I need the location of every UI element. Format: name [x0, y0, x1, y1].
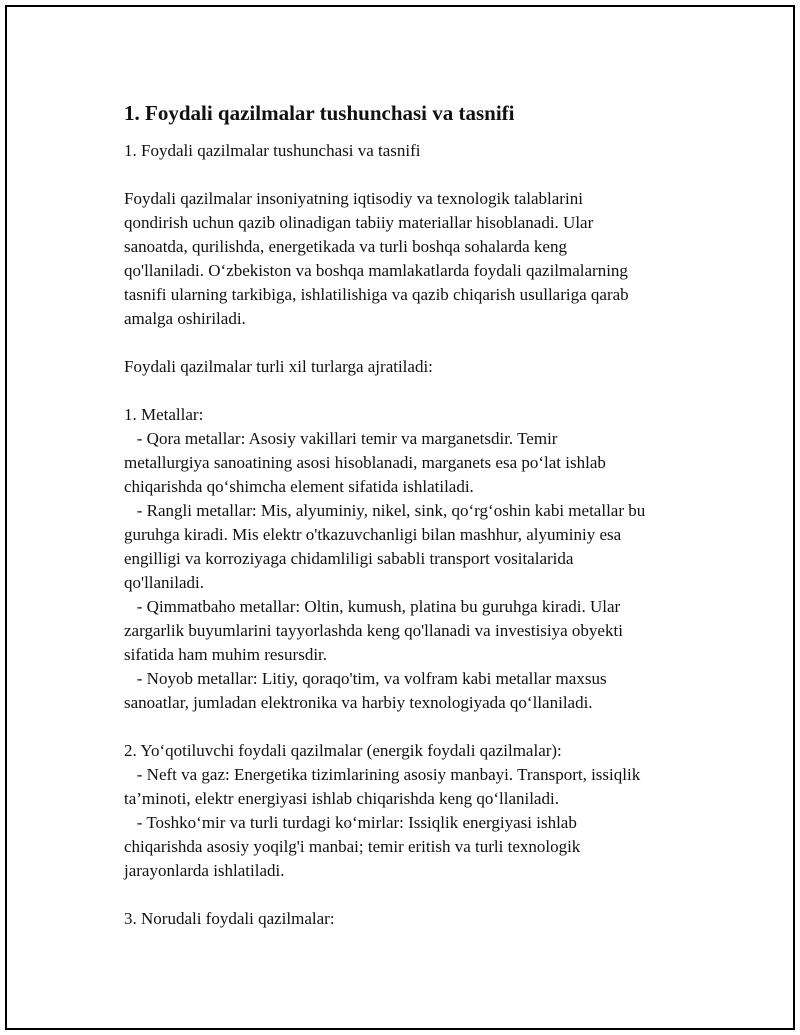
- paragraph-spacer: [124, 331, 699, 355]
- intro-paragraph: Foydali qazilmalar insoniyatning iqtisodiy va texnologik talablarini qondirish uchun qazib olinadigan tabiiy materiallar hisoblanadi. Ular sanoatda, qurilishda, energetikada va turli boshqa sohalarda keng qo'llaniladi. O‘zbekiston va boshqa mamlakatlarda foydali qazilmalarning tasnifi ularning tarkibiga, ishlatilishiga va qazib chiqarish usullariga qarab amalga oshiriladi.: [124, 189, 629, 328]
- types-intro-paragraph: Foydali qazilmalar turli xil turlarga ajratiladi:: [124, 357, 433, 376]
- section-energy-minerals: 2. Yo‘qotiluvchi foydali qazilmalar (energik foydali qazilmalar): - Neft va gaz: Energetika tizimlarining asosiy manbayi. Transport, issiqlik ta’minoti, elektr energiyasi ishlab chiqarishda keng qo‘llaniladi. - Toshko‘mir va turli turdagi ko‘mirlar: Issiqlik energiyasi ishlab chiqarishda asosiy yoqilg'i manbai; temir eritish va turli texnologik jarayonlarda ishlatiladi.: [124, 741, 641, 880]
- document-page: [5, 5, 795, 1030]
- document-heading: 1. Foydali qazilmalar tushunchasi va tasnifi: [124, 101, 515, 125]
- paragraph-spacer: [124, 379, 699, 403]
- paragraph-spacer: [124, 163, 699, 187]
- section-metals: 1. Metallar: - Qora metallar: Asosiy vakillari temir va marganetsdir. Temir metallurgiya sanoatining asosi hisoblanadi, marganets esa po‘lat ishlab chiqarishda qo‘shimcha element sifatida ishlatiladi. - Rangli metallar: Mis, alyuminiy, nikel, sink, qo‘rg‘oshin kabi metallar bu guruhga kiradi. Mis elektr o'tkazuvchanligi bilan mashhur, alyuminiy esa engilligi va korroziyaga chidamliligi sababli transport vositalarida qo'llaniladi. - Qimmatbaho metallar: Oltin, kumush, platina bu guruhga kiradi. Ular zargarlik buyumlarini tayyorlashda keng qo'llanadi va investisiya obyekti sifatida ham muhim resursdir. - Noyob metallar: Litiy, qoraqo'tim, va volfram kabi metallar maxsus sanoatlar, jumladan elektronika va harbiy texnologiyada qo‘llaniladi.: [124, 405, 646, 712]
- paragraph-spacer: [124, 883, 699, 907]
- document-content: [124, 99, 699, 931]
- section-nonmetallic-minerals: 3. Norudali foydali qazilmalar:: [124, 909, 335, 928]
- paragraph-spacer: [124, 715, 699, 739]
- document-subheading: 1. Foydali qazilmalar tushunchasi va tasnifi: [124, 141, 421, 160]
